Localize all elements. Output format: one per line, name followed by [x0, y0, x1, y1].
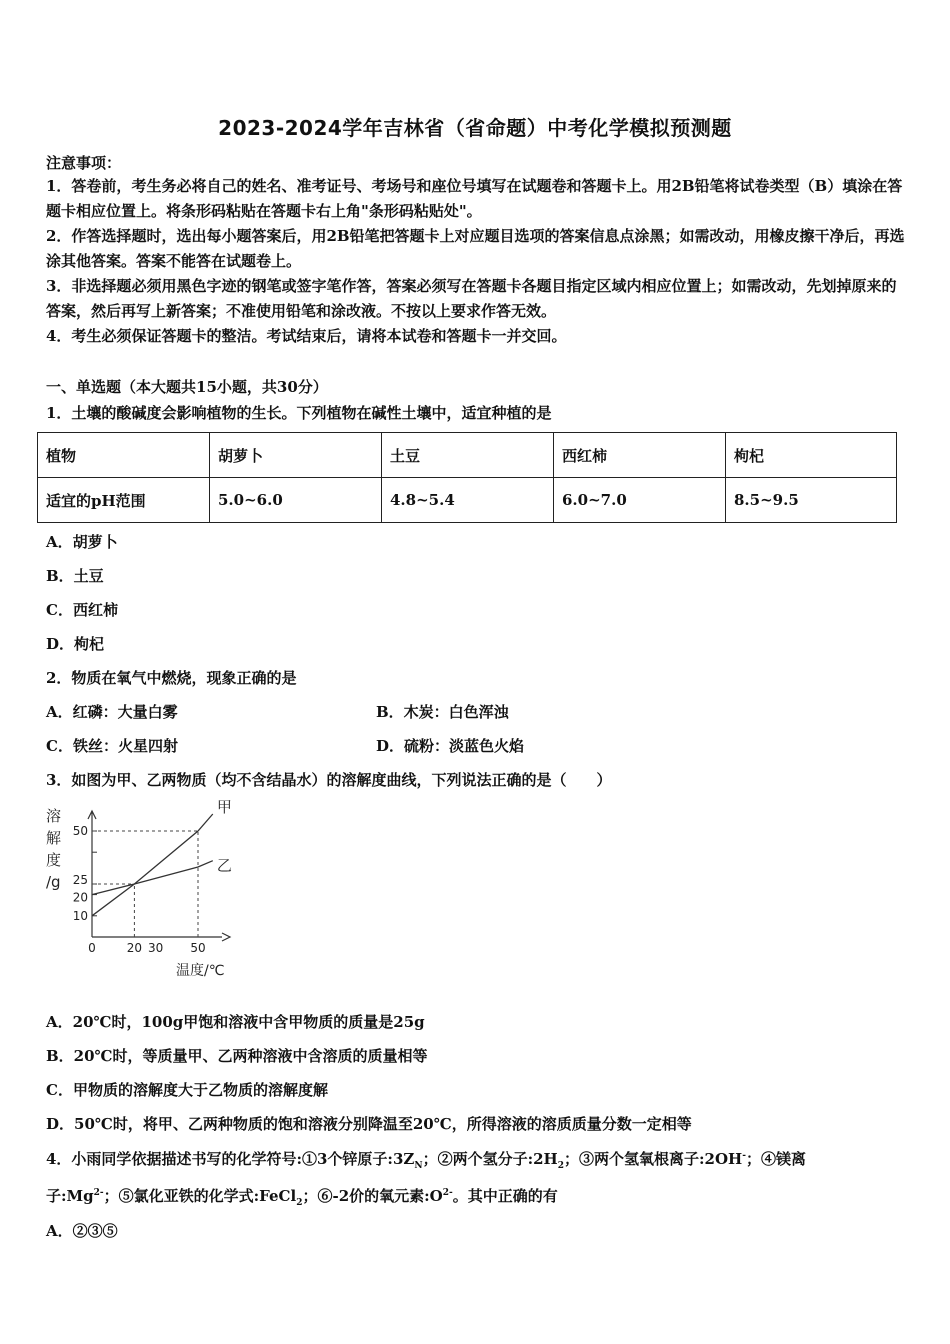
q4-superscript: 2- — [442, 1188, 453, 1198]
table-cell: 枸杞 — [726, 433, 897, 478]
q4-superscript: 2- — [93, 1188, 104, 1198]
x-tick-label: 50 — [190, 941, 206, 955]
q1-stem: 1．土壤的酸碱度会影响植物的生长。下列植物在碱性土壤中，适宜种植的是 — [46, 404, 552, 422]
y-axis-label: 解 — [46, 829, 62, 847]
q3-option-a: A．20℃时，100g甲饱和溶液中含甲物质的质量是25g — [46, 1013, 425, 1031]
table-cell: 适宜的pH范围 — [38, 478, 210, 523]
page-title: 2023-2024学年吉林省（省命题）中考化学模拟预测题 — [218, 116, 732, 140]
y-tick-label: 25 — [72, 873, 88, 887]
q4-text: 。其中正确的有 — [452, 1187, 558, 1205]
table-header-row — [38, 433, 897, 478]
notice-item-4: 4．考生必须保证答题卡的整洁。考试结束后，请将本试卷和答题卡一并交回。 — [46, 327, 567, 345]
table-row — [38, 478, 897, 523]
q2-option-a: A．红磷：大量白雾 — [46, 703, 178, 721]
q3-option-c: C．甲物质的溶解度大于乙物质的溶解度解 — [46, 1081, 328, 1099]
ph-table — [37, 432, 897, 523]
q4-text: ；④镁离 — [745, 1150, 806, 1168]
notice-heading: 注意事项： — [46, 154, 122, 172]
q4-option-a: A．②③⑤ — [46, 1222, 118, 1240]
table-cell: 西红柿 — [554, 433, 726, 478]
y-axis-label: /g — [46, 873, 61, 891]
table-cell: 8.5~9.5 — [726, 478, 897, 523]
q4-text: 子:Mg — [46, 1187, 94, 1205]
q4-text: ；②两个氢分子:2H — [422, 1150, 558, 1168]
series-label: 甲 — [216, 798, 232, 817]
q1-option-a: A．胡萝卜 — [46, 533, 118, 551]
q4-stem-line-1 — [46, 1148, 806, 1171]
x-axis-arrow — [222, 933, 230, 941]
notice-item-3: 3．非选择题必须用黑色字迹的钢笔或签字笔作答，答案必须写在答题卡各题目指定区域内相应位置上；如需改动，先划掉原来的答案，然后再写上新答案；不准使用铅笔和涂改液。不按以上要求作答无效。 — [46, 277, 897, 320]
series-line-jia — [92, 814, 213, 916]
series-label: 乙 — [216, 856, 232, 875]
q3-option-d: D．50℃时，将甲、乙两种物质的饱和溶液分别降温至20℃，所得溶液的溶质质量分数一定相等 — [46, 1115, 692, 1133]
notice-item-2: 2．作答选择题时，选出每小题答案后，用2B铅笔把答题卡上对应题目选项的答案信息点涂黑；如需改动，用橡皮擦干净后，再选涂其他答案。答案不能答在试题卷上。 — [46, 227, 905, 270]
q4-text: ；③两个氢氧根离子:2OH — [564, 1150, 743, 1168]
table-cell: 6.0~7.0 — [554, 478, 726, 523]
x-tick-label: 30 — [147, 941, 164, 955]
section-heading: 一、单选题（本大题共15小题，共30分） — [46, 378, 328, 396]
solubility-chart — [40, 797, 260, 987]
table-cell: 植物 — [38, 433, 210, 478]
q3-stem: 3．如图为甲、乙两物质（均不含结晶水）的溶解度曲线，下列说法正确的是（ ） — [46, 771, 612, 789]
notice-item-1: 1．答卷前，考生务必将自己的姓名、准考证号、考场号和座位号填写在试题卷和答题卡上。用2B铅笔将试卷类型（B）填涂在答题卡相应位置上。将条形码粘贴在答题卡右上角"条形码粘贴处"。 — [46, 177, 903, 220]
y-axis-label: 溶 — [46, 807, 62, 825]
chart-plot-area — [46, 798, 232, 979]
q4-text: 4．小雨同学依据描述书写的化学符号:①3个锌原子:3Z — [46, 1150, 415, 1168]
q1-option-b: B．土豆 — [46, 567, 104, 585]
series-line-yi — [92, 861, 213, 895]
q1-option-d: D．枸杞 — [46, 635, 105, 653]
q2-option-b: B．木炭：白色浑浊 — [376, 703, 509, 721]
table-cell: 5.0~6.0 — [210, 478, 382, 523]
q2-option-d: D．硫粉：淡蓝色火焰 — [376, 737, 525, 755]
q4-subscript: N — [414, 1161, 423, 1171]
q4-subscript: 2 — [557, 1161, 564, 1171]
y-axis-label: 度 — [46, 851, 62, 869]
q2-option-c: C．铁丝：火星四射 — [46, 737, 178, 755]
q4-text: ；⑤氯化亚铁的化学式:FeCl — [103, 1187, 297, 1205]
y-tick-label: 10 — [72, 908, 88, 923]
q3-option-b: B．20℃时，等质量甲、乙两种溶液中含溶质的质量相等 — [46, 1047, 428, 1065]
q2-stem: 2．物质在氧气中燃烧，现象正确的是 — [46, 669, 297, 687]
table-cell: 土豆 — [382, 433, 554, 478]
q4-text: ；⑥-2价的氧元素:O — [302, 1187, 443, 1205]
y-tick-label: 20 — [72, 890, 88, 905]
x-tick-label: 0 — [88, 941, 96, 955]
q4-stem-line-2 — [46, 1185, 558, 1208]
y-tick-label: 50 — [72, 824, 88, 838]
x-tick-label: 20 — [126, 941, 143, 955]
table-cell: 胡萝卜 — [210, 433, 382, 478]
x-axis-label: 温度/℃ — [176, 963, 225, 979]
q1-option-c: C．西红柿 — [46, 601, 118, 619]
q4-superscript: - — [742, 1151, 746, 1161]
q4-subscript: 2 — [296, 1198, 303, 1208]
table-cell: 4.8~5.4 — [382, 478, 554, 523]
